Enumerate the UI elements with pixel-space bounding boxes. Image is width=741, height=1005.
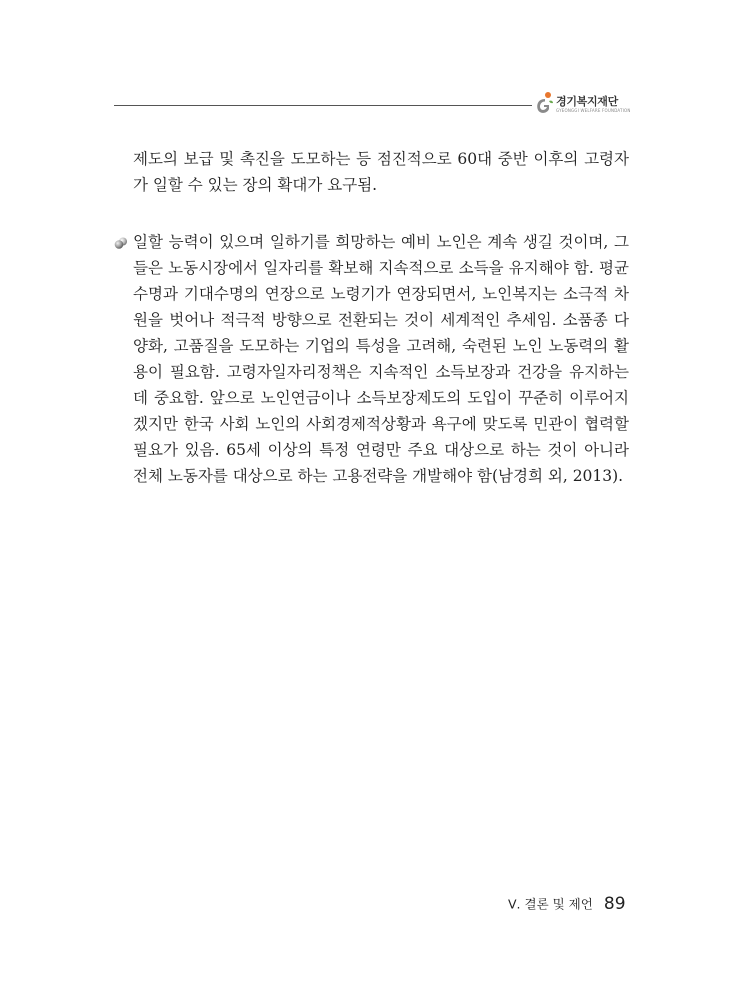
page-footer <box>508 893 626 917</box>
foundation-name-en: GYEONGGI WELFARE FOUNDATION <box>556 108 631 113</box>
foundation-name: 경기복지재단 <box>556 95 618 108</box>
sphere-bullet-icon <box>114 237 128 249</box>
page-number: 89 <box>603 893 626 914</box>
chapter-title: Ⅴ. 결론 및 제언 <box>508 896 593 912</box>
bullet-item <box>114 229 629 489</box>
foundation-logo-icon <box>534 91 554 115</box>
foundation-logo <box>534 89 644 119</box>
page-body <box>114 146 629 489</box>
continued-paragraph: 제도의 보급 및 촉진을 도모하는 등 점진적으로 60대 중반 이후의 고령자가 일할 수 있는 장의 확대가 요구됨. <box>133 150 629 194</box>
bullet-text: 일할 능력이 있으며 일하기를 희망하는 예비 노인은 계속 생길 것이며, 그들은 노동시장에서 일자리를 확보해 지속적으로 소득을 유지해야 함. 평균수명과 기대수명의 연장으로 노령기가 연장되면서, 노인복지는 소극적 차원을 벗어나 적극적 방향으로 전환되는 것이 세계적인 추세임. 소품종 다양화, 고품질을 도모하는 기업의 특성을 고려해, 숙련된 노인 노동력의 활용이 필요함. 고령자일자리정책은 지속적인 소득보장과 건강을 유지하는데 중요함. 앞으로 노인연금이나 소득보장제도의 도입이 꾸준히 이루어지겠지만 한국 사회 노인의 사회경제적상황과 욕구에 맞도록 민관이 협력할 필요가 있음. 65세 이상의 특정 연령만 주요 대상으로 하는 것이 아니라 전체 노동자를 대상으로 하는 고용전략을 개발해야 함(남경희 외, 2013). <box>133 233 629 485</box>
header-rule <box>114 105 532 106</box>
